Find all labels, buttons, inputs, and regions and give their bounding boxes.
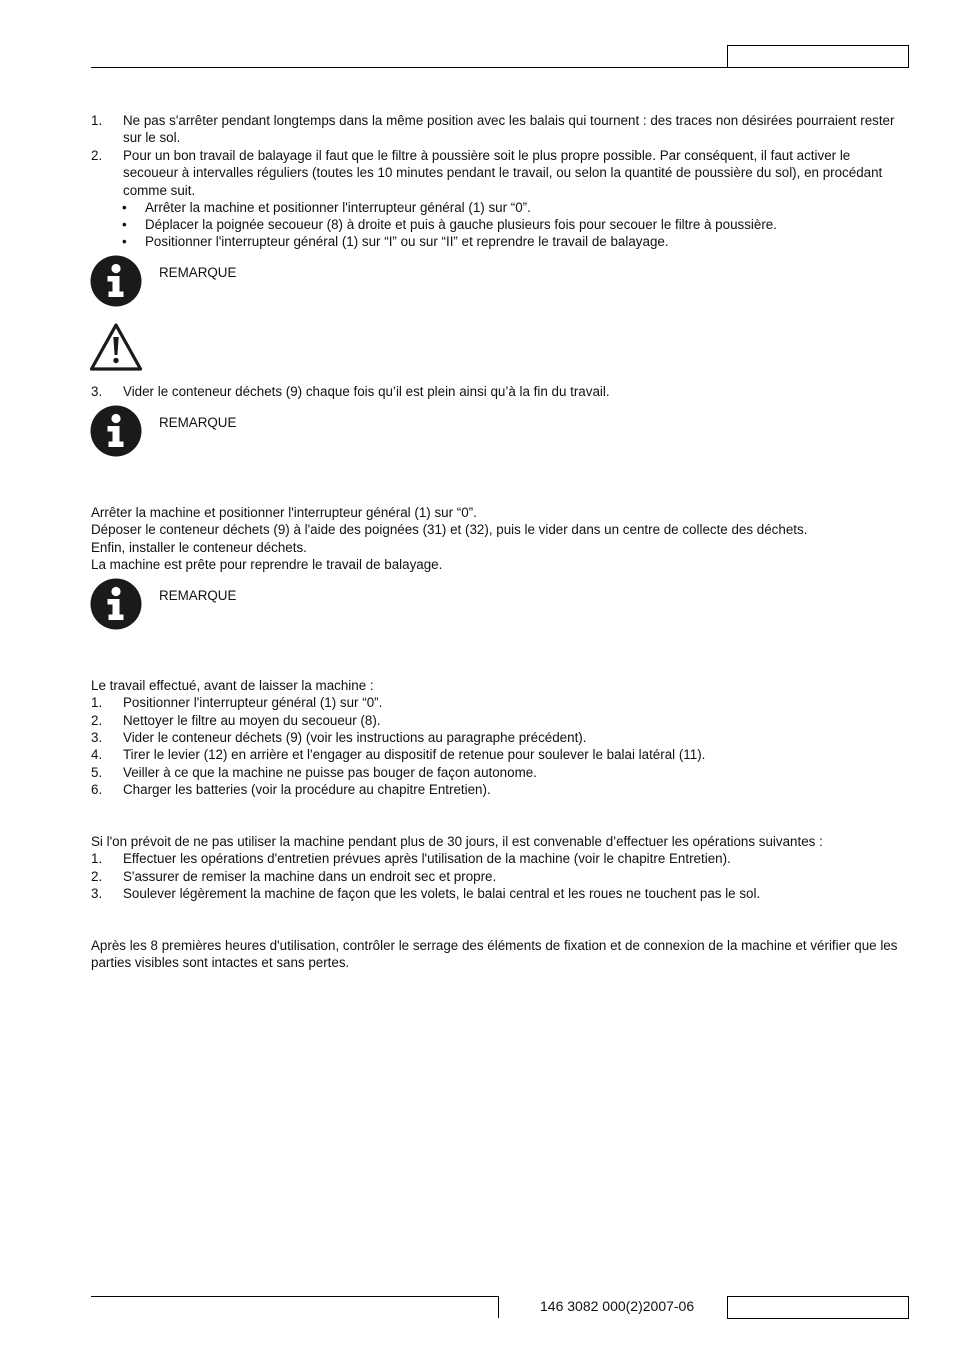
info-icon <box>90 578 142 630</box>
list-text: Charger les batteries (voir la procédure au chapitre Entretien). <box>123 782 491 797</box>
bullet-text: Déplacer la poignée secoueur (8) à droite et puis à gauche plusieurs fois pour secouer le filtre à poussière. <box>145 217 777 232</box>
footer-box <box>727 1296 909 1319</box>
bullet-mark: • <box>122 217 127 232</box>
paragraph-intro: Si l'on prévoit de ne pas utiliser la machine pendant plus de 30 jours, il est convenable d’effectuer les opérations suivantes : <box>91 834 823 849</box>
bullet-mark: • <box>122 234 127 249</box>
bullet-text: Positionner l'interrupteur général (1) sur “I” ou sur “II” et reprendre le travail de balayage. <box>145 234 669 249</box>
list-text: Pour un bon travail de balayage il faut que le filtre à poussière soit le plus propre possible. Par conséquent, il faut activer le secoueur à intervalles réguliers (toutes les 10 minutes pendant le travail, ou selon la quantité de poussière du sol), en procédant comme suit. <box>123 148 883 198</box>
paragraph-intro: Le travail effectué, avant de laisser la machine : <box>91 678 374 693</box>
list-text: Vider le conteneur déchets (9) (voir les instructions au paragraphe précédent). <box>123 730 587 745</box>
list-number: 6. <box>91 782 103 797</box>
info-icon <box>90 255 142 307</box>
list-number: 3. <box>91 730 103 745</box>
header-rule <box>91 67 727 68</box>
list-number: 4. <box>91 747 103 762</box>
list-text: S'assurer de remiser la machine dans un endroit sec et propre. <box>123 869 497 884</box>
paragraph-first-period: Après les 8 premières heures d'utilisation, contrôler le serrage des éléments de fixation et de connexion de la machine et vérifier que les parties visibles sont intactes et sans pertes. <box>91 938 898 971</box>
note-label: REMARQUE <box>159 588 237 603</box>
list-text: Vider le conteneur déchets (9) chaque fois qu’il est plein ainsi qu’à la fin du travail. <box>123 384 610 399</box>
list-number: 5. <box>91 765 103 780</box>
list-number: 2. <box>91 713 103 728</box>
list-text: Veiller à ce que la machine ne puisse pas bouger de façon autonome. <box>123 765 537 780</box>
info-icon <box>90 405 142 457</box>
list-number: 2. <box>91 869 103 884</box>
list-number: 1. <box>91 851 103 866</box>
paragraph-line: Enfin, installer le conteneur déchets. <box>91 540 307 555</box>
list-number: 2. <box>91 148 103 163</box>
warning-triangle-icon <box>89 322 143 372</box>
list-text: Soulever légèrement la machine de façon que les volets, le balai central et les roues ne touchent pas le sol. <box>123 886 761 901</box>
footer-rule <box>91 1296 498 1297</box>
list-number: 3. <box>91 384 103 399</box>
paragraph-line: La machine est prête pour reprendre le travail de balayage. <box>91 557 443 572</box>
list-number: 3. <box>91 886 103 901</box>
list-text: Positionner l'interrupteur général (1) sur “0”. <box>123 695 383 710</box>
list-text: Tirer le levier (12) en arrière et l'engager au dispositif de retenue pour soulever le balai latéral (11). <box>123 747 706 762</box>
bullet-text: Arrêter la machine et positionner l'interrupteur général (1) sur “0”. <box>145 200 531 215</box>
list-text: Ne pas s'arrêter pendant longtemps dans la même position avec les balais qui tournent : des traces non désirées pourraient rester sur le sol. <box>123 113 895 146</box>
header-box <box>727 45 909 68</box>
list-number: 1. <box>91 695 103 710</box>
list-text: Effectuer les opérations d'entretien prévues après l'utilisation de la machine (voir le chapitre Entretien). <box>123 851 731 866</box>
note-label: REMARQUE <box>159 415 237 430</box>
note-label: REMARQUE <box>159 265 237 280</box>
list-text: Nettoyer le filtre au moyen du secoueur (8). <box>123 713 381 728</box>
paragraph-line: Arrêter la machine et positionner l'interrupteur général (1) sur “0”. <box>91 505 477 520</box>
bullet-mark: • <box>122 200 127 215</box>
list-number: 1. <box>91 113 103 128</box>
document-code: 146 3082 000(2)2007-06 <box>540 1298 695 1314</box>
paragraph-line: Déposer le conteneur déchets (9) à l'aide des poignées (31) et (32), puis le vider dans un centre de collecte des déchets. <box>91 522 808 537</box>
footer-divider <box>498 1296 499 1318</box>
